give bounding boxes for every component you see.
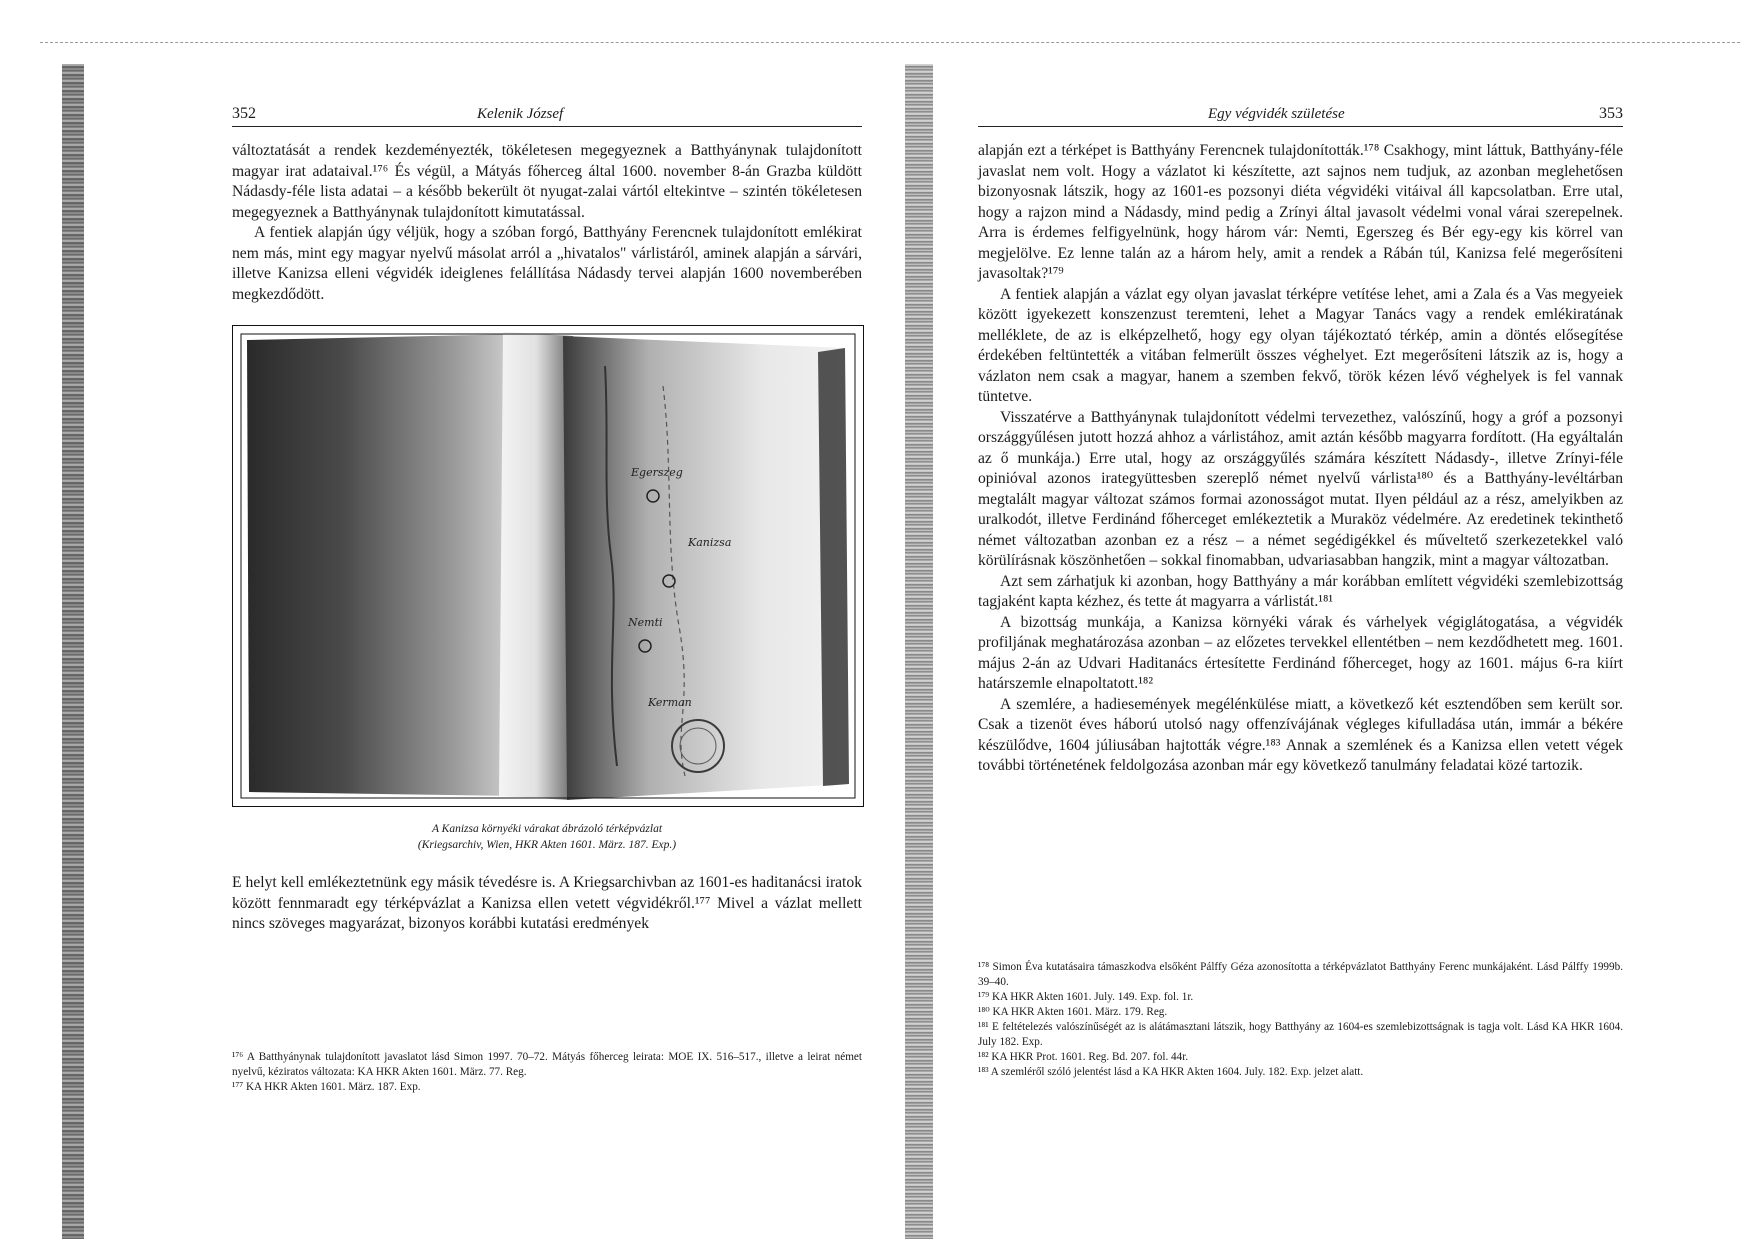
map-label: Egerszeg: [631, 466, 683, 479]
footnote: ¹⁷⁹ KA HKR Akten 1601. July. 149. Exp. fol. 1r.: [978, 991, 1194, 1003]
figure-caption-source: (Kriegsarchiv, Wien, HKR Akten 1601. März. 187. Exp.): [417, 839, 677, 851]
right-body-text: [978, 141, 1623, 777]
map-label: Nemti: [628, 616, 663, 629]
figure-caption-title: A Kanizsa környéki várakat ábrázoló térképvázlat: [431, 823, 663, 835]
left-body-text: [232, 141, 862, 305]
right-page: [978, 100, 1623, 1078]
map-label: Kanizsa: [688, 536, 732, 549]
running-title-left: Kelenik József: [477, 106, 564, 122]
scan-left-edge: [62, 64, 84, 1239]
map-sketch-image: [233, 326, 863, 806]
page-number-right: 353: [1599, 105, 1623, 122]
footnote: ¹⁸³ A szemléről szóló jelentést lásd a KA HKR Akten 1604. July. 182. Exp. jelzet alatt.: [978, 1066, 1364, 1078]
paragraph: A fentiek alapján úgy véljük, hogy a szóban forgó, Batthyány Ferencnek tulajdonított emlékirat nem más, mint egy magyar nyelvű másolat arról a „hivatalos" várlistáról, aminek alapján a sárvári, illetve Kanizsa elleni végvidék ideiglenes felállítása Nádasdy tervei alapján 1600 novemberében megkezdődött.: [232, 224, 862, 303]
footnote: ¹⁸² KA HKR Prot. 1601. Reg. Bd. 207. fol. 44r.: [978, 1051, 1189, 1063]
map-label: Kerman: [648, 696, 692, 709]
footnote: ¹⁸⁰ KA HKR Akten 1601. März. 179. Reg.: [978, 1006, 1168, 1018]
left-body-after-figure: [232, 873, 862, 935]
paragraph: változtatását a rendek kezdeményezték, tökéletesen megegyeznek a Batthyánynak tulajdonított magyar irat adataival.¹⁷⁶ És végül, a Mátyás főherceg által 1600. november 8-án Grazba küldött Nádasdy-féle lista adatai – a később bekerült öt nyugat-zalai vártól eltekintve – szintén tökéletesen megegyeznek a Batthyánynak tulajdonított kimutatással.: [232, 142, 862, 221]
left-running-head: [232, 100, 862, 127]
page-number-left: 352: [232, 105, 256, 122]
paragraph: A bizottság munkája, a Kanizsa környéki várak és várhelyek végiglátogatása, a végvidék profiljának meghatározása azonban – az előzetes tervekkel ellentétben – nem kezdődhetett meg. 1601. május 2-án az Udvari Haditanács értesítette Ferdinánd főherceget, hogy az 1601. május 6-ra kiírt határszemle elnapoltatott.¹⁸²: [978, 613, 1623, 692]
footnote: ¹⁷⁶ A Batthyánynak tulajdonított javaslatot lásd Simon 1997. 70–72. Mátyás főherceg leirata: MOE IX. 516–517., illetve a leirat német nyelvű, kéziratos változata: KA HKR Akten 1601. März. 77. Reg.: [232, 1051, 862, 1078]
footnote: ¹⁸¹ E feltételezés valószínűségét az is alátámasztani látszik, hogy Batthyány az 1604-es szemlebizottságnak is tagja volt. Lásd KA HKR 1604. July 182. Exp.: [978, 1021, 1623, 1048]
paragraph: E helyt kell emlékeztetnünk egy másik tévedésre is. A Kriegsarchivban az 1601-es haditanácsi iratok között fennmaradt egy térképvázlat a Kanizsa ellen vetett végvidékről.¹⁷⁷ Mivel a vázlat mellett nincs szöveges magyarázat, bizonyos korábbi kutatási eredmények: [232, 874, 862, 932]
map-sketch-figure: [232, 325, 864, 807]
figure-caption: [232, 821, 862, 853]
left-footnotes: [232, 1050, 862, 1095]
paragraph: A szemlére, a hadiesemények megélénkülése miatt, a következő két esztendőben sem került sor. Csak a tizenöt éves háború utolsó nagy offenzívájának végleges kifulladása után, immár a békére készülődve, 1604 júliusában hajtották végre.¹⁸³ Annak a szemlének és a Kanizsa ellen vetett végek további történetének feldolgozása azonban már egy következő tanulmány feladatai közé tartozik.: [978, 695, 1623, 774]
left-page: [232, 100, 862, 1093]
running-title-right: Egy végvidék születése: [1208, 106, 1345, 122]
paragraph: Visszatérve a Batthyánynak tulajdonított védelmi tervezethez, valószínű, hogy a gróf a pozsonyi országgyűlésen jutott hozzá ahhoz a várlistához, amit aztán később magyarra fordított. (Ha egyáltalán az ő munkája.) Erre utal, hogy az országgyűlés számára készített Nádasdy-, illetve Zrínyi-féle opinióval azonos irategyüttesben szereplő német nyelvű várlista¹⁸⁰ és a Batthyány-levéltárban megtalált magyar változat számos formai azonosságot mutat. Ilyen például az a rész, amelyikben az uralkodót, illetve Ferdinánd főherceget emlékeztetik a Muraköz védelmére. Az eredetinek tekinthető német változatban azonban ez a rész – a német segédigékkel és műveltető szerkezetekkel való körülírásnak köszönhetően – sokkal finomabban, udvariasabban hangzik, mint a magyar változatban.: [978, 408, 1623, 569]
scan-top-edge: [40, 42, 1740, 43]
paragraph: A fentiek alapján a vázlat egy olyan javaslat térképre vetítése lehet, ami a Zala és a Vas megyeiek között igyekezett konszenzust teremteni, lehet a Magyar Tanács vagy a rendek emlékiratának melléklete, de az is elképzelhető, hogy egy olyan tájékoztató térkép, amin a döntés elősegítése érdekében feltüntették a vitában felmerült összes véghelyet. Ezt megerősíteni látszik az is, hogy a vázlaton nem csak a magyar, hanem a szemben fekvő, török kézen lévő véghelyek is fel vannak tüntetve.: [978, 285, 1623, 405]
footnote: ¹⁷⁷ KA HKR Akten 1601. März. 187. Exp.: [232, 1081, 421, 1093]
right-running-head: [978, 100, 1623, 127]
footnote: ¹⁷⁸ Simon Éva kutatásaira támaszkodva elsőként Pálffy Géza azonosította a térképvázlatot Batthyány Ferenc munkájaként. Lásd Pálffy 1999b. 39–40.: [978, 961, 1623, 988]
right-footnotes: [978, 960, 1623, 1080]
paragraph: alapján ezt a térképet is Batthyány Ferencnek tulajdonították.¹⁷⁸ Csakhogy, mint láttuk, Batthyány-féle javaslat nem volt. Hogy a vázlatot ki készítette, azt sajnos nem tudjuk, az azonban meglehetősen bizonyosnak látszik, hogy az 1601-es pozsonyi diéta végvidéki vitáival áll kapcsolatban. Erre utal, hogy a rajzon mind a Nádasdy, mind pedig a Zrínyi által javasolt védelmi vonal várai szerepelnek. Arra is érdemes felfigyelnünk, hogy három vár: Nemti, Egerszeg és Bér egy-egy kis körrel van megjelölve. Ez lenne talán az a három hely, amit a rendek a Rábán túl, Kanizsa felé megerősíteni javasoltak?¹⁷⁹: [978, 142, 1623, 282]
book-gutter: [905, 64, 933, 1239]
paragraph: Azt sem zárhatjuk ki azonban, hogy Batthyány a már korábban említett végvidéki szemlebizottság tagjaként kapta kézhez, és tette át magyarra a várlistát.¹⁸¹: [978, 572, 1623, 610]
